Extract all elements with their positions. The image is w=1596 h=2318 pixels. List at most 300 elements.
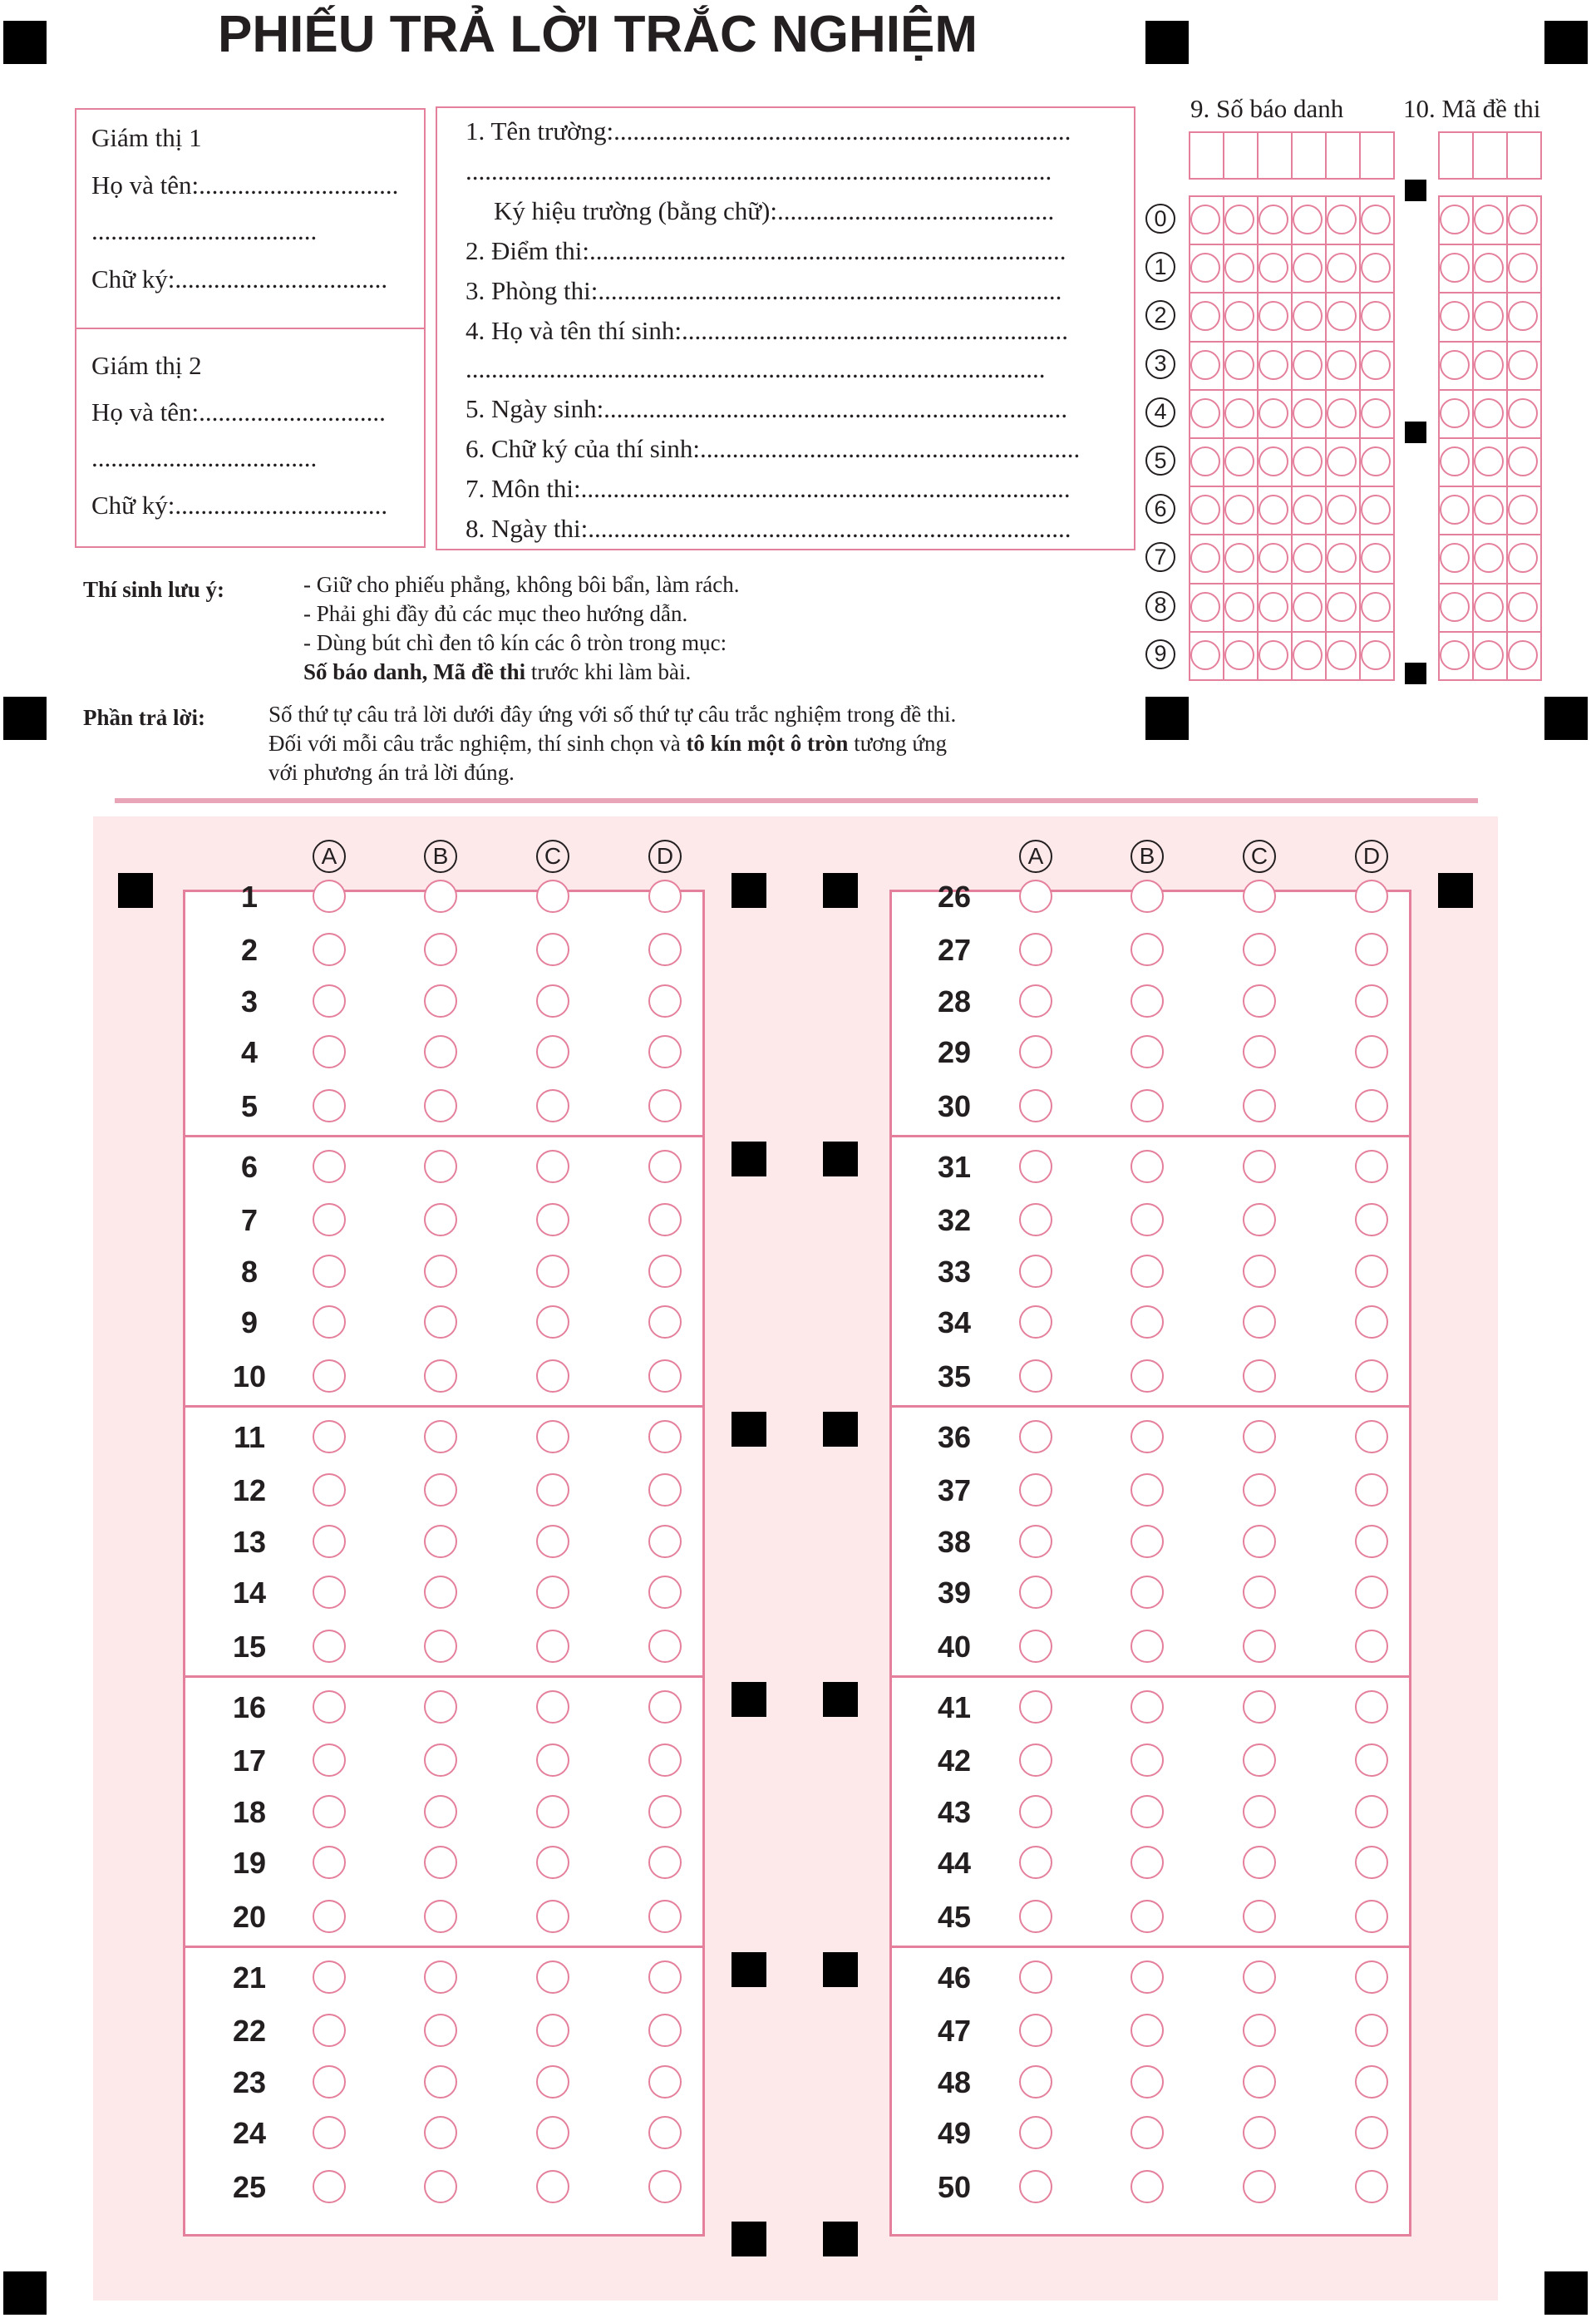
answer-bubble-29-B[interactable] (1130, 1035, 1164, 1068)
answer-bubble-24-B[interactable] (424, 2116, 457, 2149)
answer-bubble-38-B[interactable] (1130, 1525, 1164, 1558)
answer-bubble-44-D[interactable] (1355, 1846, 1388, 1879)
answer-bubble-20-B[interactable] (424, 1900, 457, 1933)
answer-bubble-43-C[interactable] (1243, 1795, 1276, 1828)
answer-bubble-9-A[interactable] (313, 1305, 346, 1339)
answer-bubble-2-B[interactable] (424, 933, 457, 966)
sbd-bubble-3[interactable] (1190, 350, 1220, 380)
answer-bubble-33-A[interactable] (1019, 1255, 1052, 1288)
answer-bubble-27-A[interactable] (1019, 933, 1052, 966)
exam-code-bubble-1[interactable] (1474, 253, 1504, 283)
answer-bubble-39-D[interactable] (1355, 1576, 1388, 1609)
sbd-bubble-3[interactable] (1224, 350, 1254, 380)
answer-bubble-28-D[interactable] (1355, 984, 1388, 1018)
exam-code-bubble-1[interactable] (1440, 253, 1470, 283)
answer-bubble-43-B[interactable] (1130, 1795, 1164, 1828)
sbd-write-box[interactable] (1359, 131, 1395, 180)
answer-bubble-19-A[interactable] (313, 1846, 346, 1879)
answer-bubble-19-D[interactable] (648, 1846, 682, 1879)
answer-bubble-39-C[interactable] (1243, 1576, 1276, 1609)
answer-bubble-12-D[interactable] (648, 1473, 682, 1507)
answer-bubble-9-C[interactable] (536, 1305, 569, 1339)
field-birth-date[interactable]: 5. Ngày sinh:........................................................................ (466, 394, 1068, 423)
exam-code-write-box[interactable] (1472, 131, 1508, 180)
answer-bubble-13-D[interactable] (648, 1525, 682, 1558)
answer-bubble-30-D[interactable] (1355, 1089, 1388, 1122)
answer-bubble-40-B[interactable] (1130, 1630, 1164, 1663)
exam-code-bubble-1[interactable] (1508, 253, 1538, 283)
answer-bubble-27-D[interactable] (1355, 933, 1388, 966)
answer-bubble-49-B[interactable] (1130, 2116, 1164, 2149)
answer-bubble-3-A[interactable] (313, 984, 346, 1018)
proctor-1-signature-field[interactable]: Chữ ký:................................. (91, 264, 388, 293)
exam-code-bubble-4[interactable] (1440, 398, 1470, 428)
answer-bubble-35-D[interactable] (1355, 1359, 1388, 1393)
answer-bubble-8-D[interactable] (648, 1255, 682, 1288)
answer-bubble-25-A[interactable] (313, 2170, 346, 2203)
sbd-bubble-8[interactable] (1327, 592, 1357, 622)
answer-bubble-49-A[interactable] (1019, 2116, 1052, 2149)
answer-bubble-39-B[interactable] (1130, 1576, 1164, 1609)
answer-bubble-15-C[interactable] (536, 1630, 569, 1663)
answer-bubble-26-B[interactable] (1130, 880, 1164, 913)
sbd-bubble-8[interactable] (1224, 592, 1254, 622)
answer-bubble-18-A[interactable] (313, 1795, 346, 1828)
answer-bubble-4-C[interactable] (536, 1035, 569, 1068)
sbd-bubble-9[interactable] (1224, 640, 1254, 670)
answer-bubble-33-B[interactable] (1130, 1255, 1164, 1288)
exam-code-bubble-5[interactable] (1474, 446, 1504, 476)
answer-bubble-47-B[interactable] (1130, 2014, 1164, 2047)
exam-code-bubble-6[interactable] (1440, 495, 1470, 525)
proctor-2-name-continuation[interactable]: ................................... (91, 443, 318, 472)
answer-bubble-13-B[interactable] (424, 1525, 457, 1558)
answer-bubble-14-D[interactable] (648, 1576, 682, 1609)
answer-bubble-15-B[interactable] (424, 1630, 457, 1663)
sbd-write-box[interactable] (1223, 131, 1259, 180)
answer-bubble-6-C[interactable] (536, 1150, 569, 1183)
answer-bubble-44-B[interactable] (1130, 1846, 1164, 1879)
answer-bubble-48-A[interactable] (1019, 2065, 1052, 2099)
sbd-bubble-0[interactable] (1361, 205, 1391, 234)
answer-bubble-40-C[interactable] (1243, 1630, 1276, 1663)
answer-bubble-4-B[interactable] (424, 1035, 457, 1068)
answer-bubble-23-B[interactable] (424, 2065, 457, 2099)
answer-bubble-42-B[interactable] (1130, 1743, 1164, 1777)
field-candidate-name[interactable]: 4. Họ và tên thí sinh:............................................................ (466, 316, 1069, 345)
sbd-bubble-5[interactable] (1224, 446, 1254, 476)
answer-bubble-42-C[interactable] (1243, 1743, 1276, 1777)
answer-bubble-7-D[interactable] (648, 1203, 682, 1236)
exam-code-bubble-5[interactable] (1508, 446, 1538, 476)
sbd-bubble-1[interactable] (1293, 253, 1323, 283)
answer-bubble-30-C[interactable] (1243, 1089, 1276, 1122)
answer-bubble-19-B[interactable] (424, 1846, 457, 1879)
notes-bold-made: Mã đề thi (433, 659, 526, 684)
answer-bubble-3-B[interactable] (424, 984, 457, 1018)
exam-code-bubble-3[interactable] (1474, 350, 1504, 380)
answer-bubble-8-C[interactable] (536, 1255, 569, 1288)
exam-code-bubble-9[interactable] (1440, 640, 1470, 670)
sbd-bubble-0[interactable] (1327, 205, 1357, 234)
answer-bubble-14-B[interactable] (424, 1576, 457, 1609)
answer-bubble-10-B[interactable] (424, 1359, 457, 1393)
answer-bubble-40-A[interactable] (1019, 1630, 1052, 1663)
answer-bubble-41-C[interactable] (1243, 1690, 1276, 1724)
answer-bubble-31-C[interactable] (1243, 1150, 1276, 1183)
answer-bubble-2-A[interactable] (313, 933, 346, 966)
answer-bubble-4-A[interactable] (313, 1035, 346, 1068)
answer-bubble-18-D[interactable] (648, 1795, 682, 1828)
answer-bubble-1-B[interactable] (424, 880, 457, 913)
answer-bubble-18-B[interactable] (424, 1795, 457, 1828)
answer-bubble-12-C[interactable] (536, 1473, 569, 1507)
answer-bubble-21-D[interactable] (648, 1960, 682, 1994)
question-number: 27 (937, 933, 972, 967)
sbd-bubble-6[interactable] (1327, 495, 1357, 525)
answer-bubble-6-B[interactable] (424, 1150, 457, 1183)
answer-bubble-13-A[interactable] (313, 1525, 346, 1558)
sbd-bubble-4[interactable] (1190, 398, 1220, 428)
answer-bubble-49-D[interactable] (1355, 2116, 1388, 2149)
sbd-bubble-3[interactable] (1361, 350, 1391, 380)
answer-bubble-36-D[interactable] (1355, 1420, 1388, 1453)
answer-bubble-20-C[interactable] (536, 1900, 569, 1933)
answer-bubble-26-A[interactable] (1019, 880, 1052, 913)
answer-bubble-35-B[interactable] (1130, 1359, 1164, 1393)
sbd-bubble-4[interactable] (1259, 398, 1288, 428)
answer-bubble-22-C[interactable] (536, 2014, 569, 2047)
answer-bubble-29-C[interactable] (1243, 1035, 1276, 1068)
sbd-bubble-5[interactable] (1293, 446, 1323, 476)
exam-code-bubble-9[interactable] (1474, 640, 1504, 670)
answer-bubble-12-B[interactable] (424, 1473, 457, 1507)
answer-bubble-30-B[interactable] (1130, 1089, 1164, 1122)
exam-code-bubble-4[interactable] (1474, 398, 1504, 428)
answer-bubble-15-A[interactable] (313, 1630, 346, 1663)
answer-bubble-1-C[interactable] (536, 880, 569, 913)
answer-bubble-25-C[interactable] (536, 2170, 569, 2203)
sbd-bubble-5[interactable] (1190, 446, 1220, 476)
answer-bubble-32-C[interactable] (1243, 1203, 1276, 1236)
answer-bubble-7-B[interactable] (424, 1203, 457, 1236)
answer-bubble-45-C[interactable] (1243, 1900, 1276, 1933)
answer-bubble-23-C[interactable] (536, 2065, 569, 2099)
answer-bubble-13-C[interactable] (536, 1525, 569, 1558)
answer-bubble-22-B[interactable] (424, 2014, 457, 2047)
answer-bubble-31-A[interactable] (1019, 1150, 1052, 1183)
sbd-bubble-1[interactable] (1190, 253, 1220, 283)
answer-bubble-5-B[interactable] (424, 1089, 457, 1122)
answer-bubble-11-C[interactable] (536, 1420, 569, 1453)
answer-bubble-42-A[interactable] (1019, 1743, 1052, 1777)
answer-bubble-17-A[interactable] (313, 1743, 346, 1777)
answer-bubble-6-D[interactable] (648, 1150, 682, 1183)
sbd-bubble-1[interactable] (1327, 253, 1357, 283)
answer-bubble-41-B[interactable] (1130, 1690, 1164, 1724)
answer-bubble-25-D[interactable] (648, 2170, 682, 2203)
answer-bubble-28-C[interactable] (1243, 984, 1276, 1018)
answer-bubble-21-A[interactable] (313, 1960, 346, 1994)
answer-bubble-28-A[interactable] (1019, 984, 1052, 1018)
answer-bubble-9-B[interactable] (424, 1305, 457, 1339)
answer-bubble-33-C[interactable] (1243, 1255, 1276, 1288)
answer-bubble-46-C[interactable] (1243, 1960, 1276, 1994)
sbd-bubble-0[interactable] (1190, 205, 1220, 234)
answer-bubble-11-A[interactable] (313, 1420, 346, 1453)
answer-bubble-34-D[interactable] (1355, 1305, 1388, 1339)
exam-code-bubble-6[interactable] (1474, 495, 1504, 525)
answer-bubble-8-A[interactable] (313, 1255, 346, 1288)
sbd-bubble-4[interactable] (1224, 398, 1254, 428)
answer-bubble-6-A[interactable] (313, 1150, 346, 1183)
exam-code-bubble-9[interactable] (1508, 640, 1538, 670)
answer-bubble-39-A[interactable] (1019, 1576, 1052, 1609)
sbd-bubble-9[interactable] (1361, 640, 1391, 670)
exam-code-bubble-0[interactable] (1440, 205, 1470, 234)
exam-code-bubble-5[interactable] (1440, 446, 1470, 476)
sbd-bubble-4[interactable] (1293, 398, 1323, 428)
answer-bubble-48-B[interactable] (1130, 2065, 1164, 2099)
answer-bubble-37-C[interactable] (1243, 1473, 1276, 1507)
answer-bubble-14-C[interactable] (536, 1576, 569, 1609)
answer-bubble-46-B[interactable] (1130, 1960, 1164, 1994)
sbd-bubble-5[interactable] (1259, 446, 1288, 476)
sbd-bubble-4[interactable] (1361, 398, 1391, 428)
answer-bubble-17-C[interactable] (536, 1743, 569, 1777)
exam-code-bubble-0[interactable] (1474, 205, 1504, 234)
answer-bubble-26-D[interactable] (1355, 880, 1388, 913)
sbd-write-box[interactable] (1325, 131, 1361, 180)
sbd-bubble-1[interactable] (1224, 253, 1254, 283)
answer-bubble-10-C[interactable] (536, 1359, 569, 1393)
answer-bubble-33-D[interactable] (1355, 1255, 1388, 1288)
answer-bubble-28-B[interactable] (1130, 984, 1164, 1018)
answer-bubble-45-D[interactable] (1355, 1900, 1388, 1933)
sbd-bubble-1[interactable] (1361, 253, 1391, 283)
answer-bubble-47-D[interactable] (1355, 2014, 1388, 2047)
exam-code-bubble-8[interactable] (1508, 592, 1538, 622)
answer-bubble-11-B[interactable] (424, 1420, 457, 1453)
answer-bubble-11-D[interactable] (648, 1420, 682, 1453)
answer-bubble-44-A[interactable] (1019, 1846, 1052, 1879)
answer-bubble-24-C[interactable] (536, 2116, 569, 2149)
answer-bubble-21-C[interactable] (536, 1960, 569, 1994)
answer-bubble-34-B[interactable] (1130, 1305, 1164, 1339)
answer-bubble-16-C[interactable] (536, 1690, 569, 1724)
sbd-bubble-3[interactable] (1293, 350, 1323, 380)
sbd-write-box[interactable] (1291, 131, 1327, 180)
field-school-code[interactable]: Ký hiệu trường (bằng chữ):........................................... (494, 196, 1055, 225)
answer-bubble-46-A[interactable] (1019, 1960, 1052, 1994)
field-candidate-name-continuation[interactable]: .......................................................................................... (466, 354, 1046, 383)
sbd-bubble-6[interactable] (1259, 495, 1288, 525)
answer-bubble-38-C[interactable] (1243, 1525, 1276, 1558)
answer-bubble-44-C[interactable] (1243, 1846, 1276, 1879)
proctor-2-name-field[interactable]: Họ và tên:............................. (91, 397, 386, 427)
answer-bubble-37-B[interactable] (1130, 1473, 1164, 1507)
field-school-name-continuation[interactable]: ........................................................................................... (466, 156, 1052, 185)
answer-bubble-4-D[interactable] (648, 1035, 682, 1068)
answer-bubble-50-C[interactable] (1243, 2170, 1276, 2203)
exam-code-write-box[interactable] (1438, 131, 1474, 180)
sbd-bubble-0[interactable] (1259, 205, 1288, 234)
answer-bubble-47-C[interactable] (1243, 2014, 1276, 2047)
exam-code-bubble-3[interactable] (1440, 350, 1470, 380)
sbd-bubble-9[interactable] (1259, 640, 1288, 670)
answer-bubble-47-A[interactable] (1019, 2014, 1052, 2047)
answer-bubble-27-B[interactable] (1130, 933, 1164, 966)
answer-bubble-2-C[interactable] (536, 933, 569, 966)
answer-bubble-9-D[interactable] (648, 1305, 682, 1339)
answer-bubble-38-A[interactable] (1019, 1525, 1052, 1558)
answer-bubble-32-B[interactable] (1130, 1203, 1164, 1236)
answer-bubble-19-C[interactable] (536, 1846, 569, 1879)
answer-bubble-17-B[interactable] (424, 1743, 457, 1777)
answer-bubble-43-D[interactable] (1355, 1795, 1388, 1828)
answer-bubble-5-A[interactable] (313, 1089, 346, 1122)
answer-bubble-20-D[interactable] (648, 1900, 682, 1933)
answer-bubble-16-A[interactable] (313, 1690, 346, 1724)
answer-bubble-36-A[interactable] (1019, 1420, 1052, 1453)
answer-bubble-5-D[interactable] (648, 1089, 682, 1122)
exam-code-bubble-0[interactable] (1508, 205, 1538, 234)
answer-bubble-35-C[interactable] (1243, 1359, 1276, 1393)
exam-code-bubble-3[interactable] (1508, 350, 1538, 380)
sbd-bubble-0[interactable] (1224, 205, 1254, 234)
sbd-bubble-3[interactable] (1259, 350, 1288, 380)
exam-code-bubble-4[interactable] (1508, 398, 1538, 428)
sbd-bubble-0[interactable] (1293, 205, 1323, 234)
answer-bubble-48-D[interactable] (1355, 2065, 1388, 2099)
field-exam-date[interactable]: 8. Ngày thi:........................................................................... (466, 514, 1071, 543)
answer-bubble-14-A[interactable] (313, 1576, 346, 1609)
answer-bubble-22-D[interactable] (648, 2014, 682, 2047)
answer-bubble-23-A[interactable] (313, 2065, 346, 2099)
exam-code-bubble-6[interactable] (1508, 495, 1538, 525)
answer-bubble-34-A[interactable] (1019, 1305, 1052, 1339)
answer-bubble-29-A[interactable] (1019, 1035, 1052, 1068)
answer-bubble-12-A[interactable] (313, 1473, 346, 1507)
answer-bubble-50-B[interactable] (1130, 2170, 1164, 2203)
answer-bubble-29-D[interactable] (1355, 1035, 1388, 1068)
field-school-name[interactable]: 1. Tên trường:....................................................................... (466, 116, 1071, 145)
answer-bubble-50-A[interactable] (1019, 2170, 1052, 2203)
answer-bubble-50-D[interactable] (1355, 2170, 1388, 2203)
answer-bubble-42-D[interactable] (1355, 1743, 1388, 1777)
answer-bubble-7-A[interactable] (313, 1203, 346, 1236)
answer-bubble-45-B[interactable] (1130, 1900, 1164, 1933)
exam-code-bubble-8[interactable] (1474, 592, 1504, 622)
answer-bubble-1-D[interactable] (648, 880, 682, 913)
proctor-2-signature-field[interactable]: Chữ ký:................................. (91, 491, 388, 520)
sbd-bubble-1[interactable] (1259, 253, 1288, 283)
sbd-write-box[interactable] (1189, 131, 1224, 180)
answer-bubble-27-C[interactable] (1243, 933, 1276, 966)
answer-bubble-46-D[interactable] (1355, 1960, 1388, 1994)
field-score[interactable]: 2. Điểm thi:.......................................................................... (466, 236, 1066, 265)
answer-bubble-36-C[interactable] (1243, 1420, 1276, 1453)
answer-bubble-15-D[interactable] (648, 1630, 682, 1663)
answer-bubble-25-B[interactable] (424, 2170, 457, 2203)
answer-bubble-1-A[interactable] (313, 880, 346, 913)
answer-bubble-3-C[interactable] (536, 984, 569, 1018)
answer-bubble-20-A[interactable] (313, 1900, 346, 1933)
answer-bubble-3-D[interactable] (648, 984, 682, 1018)
sbd-bubble-9[interactable] (1327, 640, 1357, 670)
exam-code-write-box[interactable] (1506, 131, 1542, 180)
answer-bubble-22-A[interactable] (313, 2014, 346, 2047)
field-candidate-signature[interactable]: 6. Chữ ký của thí sinh:........................................................... (466, 434, 1081, 463)
sbd-bubble-6[interactable] (1293, 495, 1323, 525)
sbd-write-box[interactable] (1257, 131, 1293, 180)
answer-bubble-40-D[interactable] (1355, 1630, 1388, 1663)
answer-bubble-24-A[interactable] (313, 2116, 346, 2149)
answer-bubble-16-D[interactable] (648, 1690, 682, 1724)
answer-bubble-24-D[interactable] (648, 2116, 682, 2149)
answer-bubble-41-A[interactable] (1019, 1690, 1052, 1724)
answer-bubble-32-A[interactable] (1019, 1203, 1052, 1236)
answer-bubble-17-D[interactable] (648, 1743, 682, 1777)
answer-bubble-8-B[interactable] (424, 1255, 457, 1288)
answer-bubble-41-D[interactable] (1355, 1690, 1388, 1724)
sbd-bubble-3[interactable] (1327, 350, 1357, 380)
sbd-bubble-5[interactable] (1361, 446, 1391, 476)
sbd-bubble-8[interactable] (1259, 592, 1288, 622)
answer-bubble-34-C[interactable] (1243, 1305, 1276, 1339)
answer-bubble-31-B[interactable] (1130, 1150, 1164, 1183)
answer-bubble-18-C[interactable] (536, 1795, 569, 1828)
answer-bubble-36-B[interactable] (1130, 1420, 1164, 1453)
answer-bubble-31-D[interactable] (1355, 1150, 1388, 1183)
proctor-1-name-continuation[interactable]: ................................... (91, 216, 318, 245)
sbd-bubble-6[interactable] (1361, 495, 1391, 525)
answer-bubble-26-C[interactable] (1243, 880, 1276, 913)
answer-bubble-49-C[interactable] (1243, 2116, 1276, 2149)
answer-bubble-48-C[interactable] (1243, 2065, 1276, 2099)
answer-bubble-23-D[interactable] (648, 2065, 682, 2099)
answer-bubble-38-D[interactable] (1355, 1525, 1388, 1558)
answer-bubble-10-D[interactable] (648, 1359, 682, 1393)
answer-bubble-16-B[interactable] (424, 1690, 457, 1724)
sbd-bubble-8[interactable] (1361, 592, 1391, 622)
exam-code-bubble-8[interactable] (1440, 592, 1470, 622)
sbd-bubble-8[interactable] (1293, 592, 1323, 622)
answer-bubble-5-C[interactable] (536, 1089, 569, 1122)
answer-bubble-21-B[interactable] (424, 1960, 457, 1994)
proctor-1-name-field[interactable]: Họ và tên:............................... (91, 170, 399, 200)
sbd-bubble-4[interactable] (1327, 398, 1357, 428)
answer-bubble-10-A[interactable] (313, 1359, 346, 1393)
answer-bubble-37-A[interactable] (1019, 1473, 1052, 1507)
sbd-bubble-6[interactable] (1190, 495, 1220, 525)
sbd-bubble-8[interactable] (1190, 592, 1220, 622)
answer-bubble-37-D[interactable] (1355, 1473, 1388, 1507)
field-room[interactable]: 3. Phòng thi:........................................................................ (466, 276, 1062, 305)
answer-bubble-45-A[interactable] (1019, 1900, 1052, 1933)
answer-bubble-2-D[interactable] (648, 933, 682, 966)
sbd-bubble-5[interactable] (1327, 446, 1357, 476)
sbd-bubble-9[interactable] (1293, 640, 1323, 670)
answer-bubble-43-A[interactable] (1019, 1795, 1052, 1828)
sbd-bubble-6[interactable] (1224, 495, 1254, 525)
sbd-bubble-9[interactable] (1190, 640, 1220, 670)
answer-bubble-30-A[interactable] (1019, 1089, 1052, 1122)
answer-bubble-35-A[interactable] (1019, 1359, 1052, 1393)
answer-bubble-7-C[interactable] (536, 1203, 569, 1236)
field-subject[interactable]: 7. Môn thi:............................................................................ (466, 474, 1071, 503)
answer-bubble-32-D[interactable] (1355, 1203, 1388, 1236)
